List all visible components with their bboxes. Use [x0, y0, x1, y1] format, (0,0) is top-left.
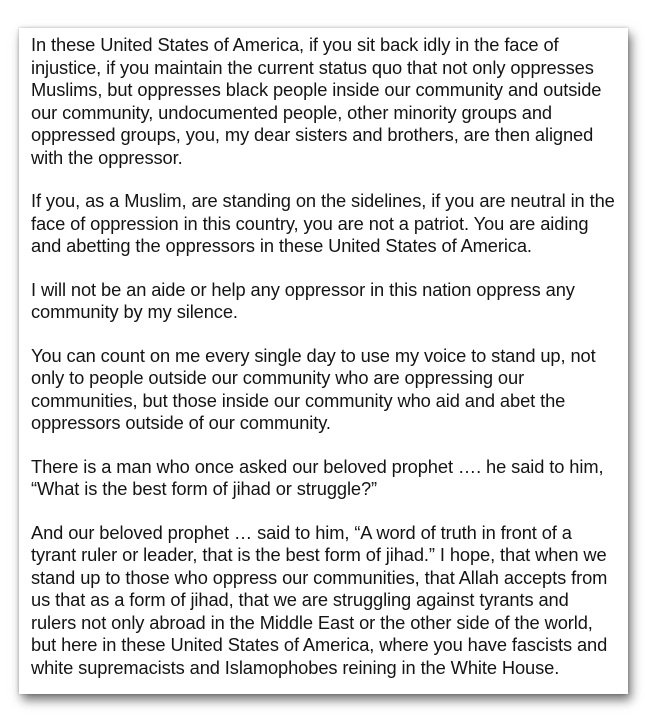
paragraph-3: I will not be an aide or help any oppressor in this nation oppress any community by my silence. [31, 278, 575, 322]
paragraph-1: In these United States of America, if you sit back idly in the face of injustice, if you maintain the current status quo that not only oppresses Muslims, but oppresses black people inside our community and outside our community, undocumented people, other minority groups and oppressed groups, you, my dear sisters and brothers, are then aligned with the oppressor. [31, 34, 602, 168]
quote-card [19, 28, 628, 694]
paragraph-2: If you, as a Muslim, are standing on the sidelines, if you are neutral in the face of oppression in this country, you are not a patriot. You are aiding and abetting the oppressors in these United States of America. [31, 190, 615, 256]
paragraph-4: You can count on me every single day to use my voice to stand up, not only to people outside our community who are oppressing our communities, but those inside our community who aid and abet the oppressors outside of our community. [31, 344, 596, 433]
paragraph-6: And our beloved prophet … said to him, “A word of truth in front of a tyrant ruler or leader, that is the best form of jihad.” I hope, that when we stand up to those who oppress our communities, that Allah accepts from us that as a form of jihad, that we are struggling against tyrants and rulers not only abroad in the Middle East or the other side of the world, but here in these United States of America, where you have fascists and white supremacists and Islamophobes reining in the White House. [31, 521, 608, 678]
paragraph-5: There is a man who once asked our beloved prophet …. he said to him, “What is the best form of jihad or struggle?” [31, 455, 604, 499]
